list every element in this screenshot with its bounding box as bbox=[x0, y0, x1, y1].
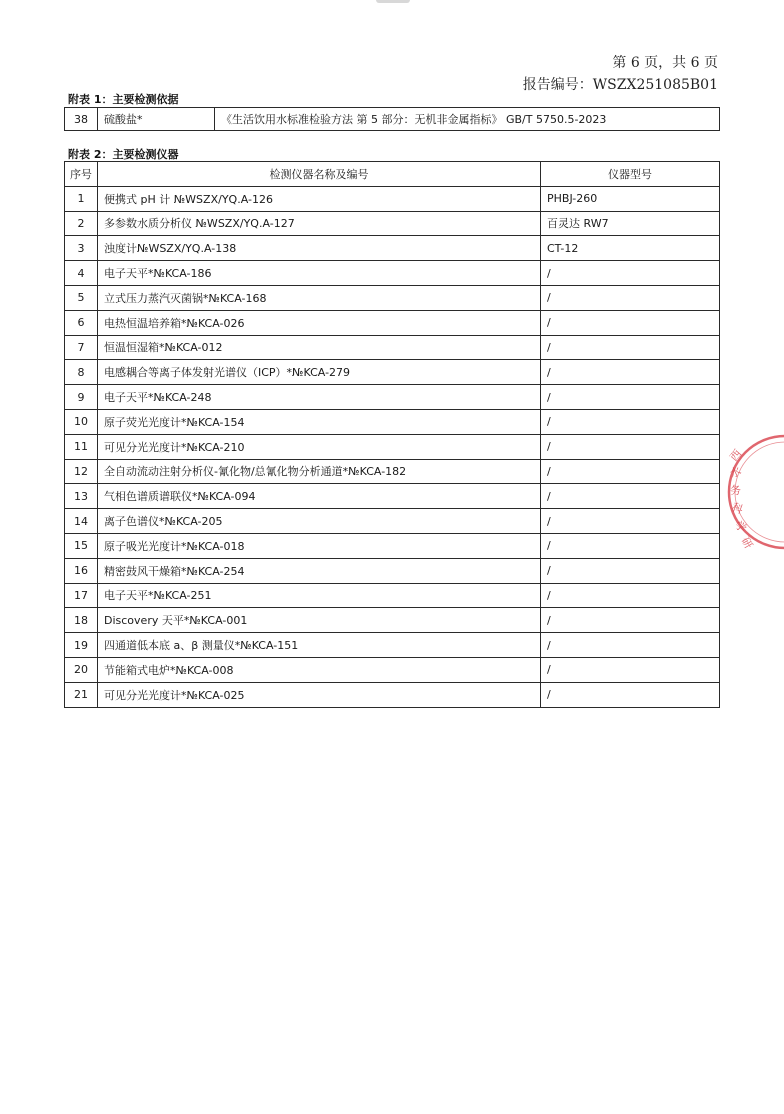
instrument-model: / bbox=[541, 409, 720, 434]
row-no: 9 bbox=[65, 385, 98, 410]
svg-text:西: 西 bbox=[727, 447, 745, 464]
instrument-model: / bbox=[541, 633, 720, 658]
instrument-model: / bbox=[541, 360, 720, 385]
instrument-name: 电热恒温培养箱*№KCA-026 bbox=[98, 310, 541, 335]
instrument-table bbox=[64, 161, 720, 708]
header-no: 序号 bbox=[65, 162, 98, 187]
table-row bbox=[65, 335, 720, 360]
instrument-name: Discovery 天平*№KCA-001 bbox=[98, 608, 541, 633]
instrument-model: / bbox=[541, 558, 720, 583]
instrument-model: / bbox=[541, 608, 720, 633]
row-no: 14 bbox=[65, 509, 98, 534]
table-row bbox=[65, 484, 720, 509]
row-no: 8 bbox=[65, 360, 98, 385]
instrument-name: 节能箱式电炉*№KCA-008 bbox=[98, 657, 541, 682]
row-no: 7 bbox=[65, 335, 98, 360]
official-seal bbox=[713, 432, 784, 552]
table-row bbox=[65, 459, 720, 484]
table-row bbox=[65, 657, 720, 682]
row-no: 3 bbox=[65, 236, 98, 261]
table-row bbox=[65, 533, 720, 558]
instrument-name: 恒温恒湿箱*№KCA-012 bbox=[98, 335, 541, 360]
instrument-model: / bbox=[541, 459, 720, 484]
instrument-model: 百灵达 RW7 bbox=[541, 211, 720, 236]
appendix1-title: 附表 1：主要检测依据 bbox=[68, 93, 179, 106]
table-row bbox=[65, 608, 720, 633]
basis-row bbox=[65, 108, 720, 131]
header-model: 仪器型号 bbox=[541, 162, 720, 187]
row-no: 1 bbox=[65, 186, 98, 211]
instrument-model: CT-12 bbox=[541, 236, 720, 261]
row-no: 4 bbox=[65, 261, 98, 286]
row-no: 16 bbox=[65, 558, 98, 583]
header-name: 检测仪器名称及编号 bbox=[98, 162, 541, 187]
svg-text:水: 水 bbox=[727, 464, 744, 481]
instrument-name: 原子吸光光度计*№KCA-018 bbox=[98, 533, 541, 558]
instrument-model: / bbox=[541, 533, 720, 558]
table-row bbox=[65, 682, 720, 707]
instrument-model: / bbox=[541, 484, 720, 509]
instrument-name: 全自动流动注射分析仪-氰化物/总氰化物分析通道*№KCA-182 bbox=[98, 459, 541, 484]
table-row bbox=[65, 509, 720, 534]
instrument-model: / bbox=[541, 509, 720, 534]
table-row bbox=[65, 558, 720, 583]
basis-method: 《生活饮用水标准检验方法 第 5 部分：无机非金属指标》 GB/T 5750.5-2023 bbox=[215, 108, 720, 131]
instrument-name: 立式压力蒸汽灭菌锅*№KCA-168 bbox=[98, 285, 541, 310]
instrument-model: / bbox=[541, 657, 720, 682]
instrument-name: 电子天平*№KCA-248 bbox=[98, 385, 541, 410]
instrument-name: 可见分光光度计*№KCA-210 bbox=[98, 434, 541, 459]
row-no: 13 bbox=[65, 484, 98, 509]
row-no: 10 bbox=[65, 409, 98, 434]
instrument-model: / bbox=[541, 434, 720, 459]
row-no: 2 bbox=[65, 211, 98, 236]
scan-artifact bbox=[376, 0, 410, 3]
instrument-model: / bbox=[541, 285, 720, 310]
instrument-name: 精密鼓风干燥箱*№KCA-254 bbox=[98, 558, 541, 583]
svg-text:研: 研 bbox=[738, 535, 756, 552]
table-header-row bbox=[65, 162, 720, 187]
instrument-model: PHBJ-260 bbox=[541, 186, 720, 211]
svg-text:学: 学 bbox=[732, 518, 749, 536]
table-row bbox=[65, 236, 720, 261]
table-row bbox=[65, 310, 720, 335]
table-row bbox=[65, 633, 720, 658]
table-row bbox=[65, 285, 720, 310]
table-row bbox=[65, 409, 720, 434]
instrument-name: 电子天平*№KCA-251 bbox=[98, 583, 541, 608]
table-row bbox=[65, 211, 720, 236]
instrument-model: / bbox=[541, 335, 720, 360]
table-row bbox=[65, 360, 720, 385]
instrument-model: / bbox=[541, 261, 720, 286]
svg-text:务: 务 bbox=[730, 484, 741, 497]
detection-basis-table bbox=[64, 107, 720, 131]
instrument-name: 便携式 pH 计 №WSZX/YQ.A-126 bbox=[98, 186, 541, 211]
row-no: 21 bbox=[65, 682, 98, 707]
instrument-model: / bbox=[541, 385, 720, 410]
instrument-name: 气相色谱质谱联仪*№KCA-094 bbox=[98, 484, 541, 509]
instrument-model: / bbox=[541, 682, 720, 707]
appendix2-title: 附表 2：主要检测仪器 bbox=[68, 148, 179, 161]
basis-no: 38 bbox=[65, 108, 98, 131]
instrument-name: 电子天平*№KCA-186 bbox=[98, 261, 541, 286]
table-row bbox=[65, 434, 720, 459]
table-row bbox=[65, 186, 720, 211]
row-no: 18 bbox=[65, 608, 98, 633]
table-row bbox=[65, 385, 720, 410]
row-no: 15 bbox=[65, 533, 98, 558]
instrument-model: / bbox=[541, 310, 720, 335]
instrument-name: 四通道低本底 a、β 测量仪*№KCA-151 bbox=[98, 633, 541, 658]
svg-text:科: 科 bbox=[729, 500, 745, 517]
report-number: 报告编号：WSZX251085B01 bbox=[522, 77, 718, 93]
instrument-name: 离子色谱仪*№KCA-205 bbox=[98, 509, 541, 534]
row-no: 5 bbox=[65, 285, 98, 310]
row-no: 12 bbox=[65, 459, 98, 484]
instrument-model: / bbox=[541, 583, 720, 608]
instrument-name: 多参数水质分析仪 №WSZX/YQ.A-127 bbox=[98, 211, 541, 236]
table-row bbox=[65, 261, 720, 286]
row-no: 6 bbox=[65, 310, 98, 335]
row-no: 20 bbox=[65, 657, 98, 682]
basis-item: 硫酸盐* bbox=[98, 108, 215, 131]
table-row bbox=[65, 583, 720, 608]
row-no: 17 bbox=[65, 583, 98, 608]
instrument-name: 可见分光光度计*№KCA-025 bbox=[98, 682, 541, 707]
row-no: 19 bbox=[65, 633, 98, 658]
row-no: 11 bbox=[65, 434, 98, 459]
instrument-name: 浊度计№WSZX/YQ.A-138 bbox=[98, 236, 541, 261]
instrument-name: 原子荧光光度计*№KCA-154 bbox=[98, 409, 541, 434]
page-header bbox=[523, 52, 718, 96]
instrument-name: 电感耦合等离子体发射光谱仪（ICP）*№KCA-279 bbox=[98, 360, 541, 385]
page-number: 第 6 页，共 6 页 bbox=[612, 55, 718, 71]
